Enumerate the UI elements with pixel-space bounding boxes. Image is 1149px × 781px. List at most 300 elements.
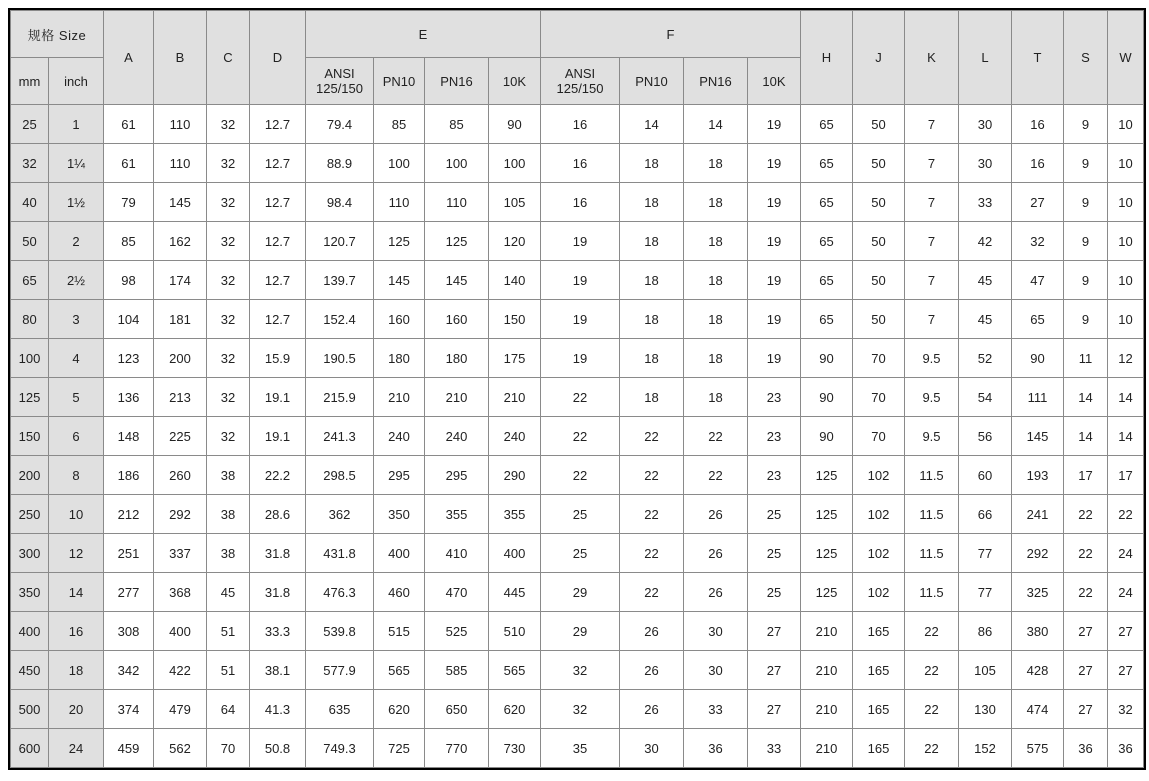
size-mm-cell: 300: [11, 534, 49, 573]
table-cell: 422: [154, 651, 207, 690]
table-cell: 38: [207, 495, 250, 534]
table-cell: 19: [541, 339, 620, 378]
table-cell: 445: [489, 573, 541, 612]
table-cell: 32: [1012, 222, 1064, 261]
size-inch-cell: 8: [49, 456, 104, 495]
table-cell: 32: [207, 105, 250, 144]
table-cell: 525: [425, 612, 489, 651]
table-cell: 86: [959, 612, 1012, 651]
table-cell: 32: [207, 222, 250, 261]
table-cell: 33: [748, 729, 801, 768]
table-cell: 31.8: [250, 573, 306, 612]
table-row: [11, 144, 1144, 183]
size-inch-cell: 4: [49, 339, 104, 378]
table-cell: 162: [154, 222, 207, 261]
table-cell: 17: [1064, 456, 1108, 495]
table-row: [11, 612, 1144, 651]
table-cell: 52: [959, 339, 1012, 378]
table-cell: 160: [374, 300, 425, 339]
table-cell: 22: [541, 417, 620, 456]
table-cell: 145: [425, 261, 489, 300]
table-cell: 27: [748, 690, 801, 729]
table-cell: 22: [620, 417, 684, 456]
table-cell: 70: [853, 339, 905, 378]
table-cell: 102: [853, 573, 905, 612]
col-header-s: S: [1064, 11, 1108, 105]
table-cell: 241.3: [306, 417, 374, 456]
table-cell: 18: [620, 339, 684, 378]
table-cell: 136: [104, 378, 154, 417]
table-cell: 240: [489, 417, 541, 456]
table-cell: 277: [104, 573, 154, 612]
table-cell: 51: [207, 651, 250, 690]
table-cell: 9: [1064, 183, 1108, 222]
table-cell: 22: [620, 573, 684, 612]
table-cell: 200: [154, 339, 207, 378]
table-cell: 565: [374, 651, 425, 690]
table-cell: 400: [374, 534, 425, 573]
col-header-w: W: [1108, 11, 1144, 105]
table-cell: 19: [541, 222, 620, 261]
table-cell: 100: [489, 144, 541, 183]
table-cell: 28.6: [250, 495, 306, 534]
table-cell: 27: [1108, 651, 1144, 690]
table-cell: 79.4: [306, 105, 374, 144]
table-cell: 100: [374, 144, 425, 183]
table-cell: 145: [1012, 417, 1064, 456]
size-mm-cell: 32: [11, 144, 49, 183]
table-cell: 7: [905, 300, 959, 339]
table-cell: 770: [425, 729, 489, 768]
table-cell: 25: [748, 534, 801, 573]
table-cell: 33: [959, 183, 1012, 222]
table-cell: 22: [905, 612, 959, 651]
size-inch-cell: 10: [49, 495, 104, 534]
table-cell: 27: [1064, 612, 1108, 651]
table-cell: 32: [541, 690, 620, 729]
size-mm-cell: 25: [11, 105, 49, 144]
size-mm-cell: 350: [11, 573, 49, 612]
table-cell: 102: [853, 495, 905, 534]
table-cell: 10: [1108, 144, 1144, 183]
table-cell: 31.8: [250, 534, 306, 573]
size-mm-cell: 125: [11, 378, 49, 417]
table-cell: 515: [374, 612, 425, 651]
table-cell: 23: [748, 456, 801, 495]
table-cell: 152: [959, 729, 1012, 768]
table-cell: 32: [1108, 690, 1144, 729]
dimension-table-frame: [8, 8, 1146, 770]
table-cell: 725: [374, 729, 425, 768]
table-cell: 18: [620, 222, 684, 261]
table-cell: 30: [620, 729, 684, 768]
table-cell: 102: [853, 534, 905, 573]
table-cell: 25: [748, 495, 801, 534]
table-cell: 240: [374, 417, 425, 456]
size-mm-cell: 100: [11, 339, 49, 378]
table-cell: 374: [104, 690, 154, 729]
table-cell: 140: [489, 261, 541, 300]
table-row: [11, 183, 1144, 222]
col-header-a: A: [104, 11, 154, 105]
table-cell: 139.7: [306, 261, 374, 300]
table-cell: 26: [684, 573, 748, 612]
table-cell: 12.7: [250, 183, 306, 222]
table-cell: 9.5: [905, 417, 959, 456]
table-cell: 148: [104, 417, 154, 456]
table-cell: 14: [1064, 378, 1108, 417]
table-cell: 620: [374, 690, 425, 729]
f-sub-pn16: PN16: [684, 58, 748, 105]
table-cell: 11: [1064, 339, 1108, 378]
table-cell: 14: [1064, 417, 1108, 456]
table-cell: 22: [1064, 495, 1108, 534]
table-cell: 90: [801, 378, 853, 417]
table-cell: 9.5: [905, 339, 959, 378]
table-row: [11, 729, 1144, 768]
table-cell: 50.8: [250, 729, 306, 768]
table-cell: 30: [684, 612, 748, 651]
table-cell: 33.3: [250, 612, 306, 651]
col-header-inch: inch: [49, 58, 104, 105]
table-cell: 9: [1064, 222, 1108, 261]
table-cell: 65: [801, 300, 853, 339]
table-cell: 7: [905, 222, 959, 261]
table-cell: 342: [104, 651, 154, 690]
table-cell: 9: [1064, 144, 1108, 183]
table-cell: 213: [154, 378, 207, 417]
table-cell: 24: [1108, 573, 1144, 612]
table-cell: 17: [1108, 456, 1144, 495]
table-cell: 32: [541, 651, 620, 690]
table-cell: 14: [1108, 378, 1144, 417]
table-cell: 19: [541, 261, 620, 300]
table-cell: 19.1: [250, 417, 306, 456]
table-cell: 30: [684, 651, 748, 690]
table-cell: 350: [374, 495, 425, 534]
table-cell: 355: [489, 495, 541, 534]
table-cell: 88.9: [306, 144, 374, 183]
table-cell: 77: [959, 534, 1012, 573]
table-cell: 54: [959, 378, 1012, 417]
table-cell: 61: [104, 105, 154, 144]
table-cell: 50: [853, 144, 905, 183]
table-cell: 240: [425, 417, 489, 456]
e-sub-ansi: ANSI 125/150: [306, 58, 374, 105]
table-cell: 32: [207, 144, 250, 183]
table-cell: 12.7: [250, 144, 306, 183]
table-cell: 165: [853, 612, 905, 651]
col-header-c: C: [207, 11, 250, 105]
table-cell: 7: [905, 261, 959, 300]
table-body: [11, 105, 1144, 768]
table-cell: 18: [684, 300, 748, 339]
table-cell: 19.1: [250, 378, 306, 417]
table-cell: 19: [748, 339, 801, 378]
table-cell: 577.9: [306, 651, 374, 690]
table-cell: 26: [620, 651, 684, 690]
table-cell: 123: [104, 339, 154, 378]
table-cell: 36: [684, 729, 748, 768]
table-cell: 10: [1108, 183, 1144, 222]
table-cell: 12.7: [250, 300, 306, 339]
table-cell: 7: [905, 183, 959, 222]
size-inch-cell: 1¼: [49, 144, 104, 183]
table-row: [11, 651, 1144, 690]
table-cell: 210: [801, 690, 853, 729]
table-cell: 145: [154, 183, 207, 222]
table-cell: 175: [489, 339, 541, 378]
size-mm-cell: 150: [11, 417, 49, 456]
table-cell: 12.7: [250, 261, 306, 300]
table-cell: 125: [801, 495, 853, 534]
table-cell: 125: [801, 534, 853, 573]
size-inch-cell: 20: [49, 690, 104, 729]
table-cell: 749.3: [306, 729, 374, 768]
table-cell: 26: [620, 612, 684, 651]
table-cell: 85: [425, 105, 489, 144]
table-cell: 50: [853, 105, 905, 144]
table-cell: 18: [684, 339, 748, 378]
table-cell: 32: [207, 261, 250, 300]
table-cell: 225: [154, 417, 207, 456]
size-mm-cell: 65: [11, 261, 49, 300]
f-sub-ansi: ANSI 125/150: [541, 58, 620, 105]
table-cell: 65: [1012, 300, 1064, 339]
col-header-f: F: [541, 11, 801, 58]
table-cell: 27: [1064, 690, 1108, 729]
table-cell: 470: [425, 573, 489, 612]
table-cell: 64: [207, 690, 250, 729]
size-inch-cell: 1½: [49, 183, 104, 222]
table-cell: 19: [541, 300, 620, 339]
table-cell: 11.5: [905, 456, 959, 495]
table-cell: 620: [489, 690, 541, 729]
table-cell: 23: [748, 378, 801, 417]
size-mm-cell: 40: [11, 183, 49, 222]
table-cell: 104: [104, 300, 154, 339]
table-cell: 650: [425, 690, 489, 729]
col-header-t: T: [1012, 11, 1064, 105]
table-cell: 25: [541, 495, 620, 534]
size-inch-cell: 1: [49, 105, 104, 144]
table-cell: 35: [541, 729, 620, 768]
table-cell: 565: [489, 651, 541, 690]
table-cell: 19: [748, 183, 801, 222]
table-cell: 65: [801, 222, 853, 261]
table-row: [11, 222, 1144, 261]
size-mm-cell: 250: [11, 495, 49, 534]
size-mm-cell: 500: [11, 690, 49, 729]
table-cell: 18: [684, 144, 748, 183]
size-inch-cell: 16: [49, 612, 104, 651]
table-cell: 459: [104, 729, 154, 768]
table-cell: 50: [853, 183, 905, 222]
table-cell: 125: [801, 456, 853, 495]
table-row: [11, 105, 1144, 144]
table-cell: 56: [959, 417, 1012, 456]
table-cell: 12: [1108, 339, 1144, 378]
size-inch-cell: 5: [49, 378, 104, 417]
table-cell: 145: [374, 261, 425, 300]
table-cell: 50: [853, 300, 905, 339]
table-cell: 36: [1108, 729, 1144, 768]
table-cell: 165: [853, 651, 905, 690]
table-cell: 70: [207, 729, 250, 768]
table-cell: 19: [748, 222, 801, 261]
table-cell: 428: [1012, 651, 1064, 690]
table-cell: 47: [1012, 261, 1064, 300]
table-cell: 7: [905, 105, 959, 144]
table-cell: 400: [154, 612, 207, 651]
table-row: [11, 339, 1144, 378]
table-cell: 510: [489, 612, 541, 651]
table-cell: 90: [801, 417, 853, 456]
table-cell: 186: [104, 456, 154, 495]
table-cell: 474: [1012, 690, 1064, 729]
size-inch-cell: 3: [49, 300, 104, 339]
table-cell: 125: [425, 222, 489, 261]
table-cell: 27: [748, 651, 801, 690]
table-cell: 210: [801, 612, 853, 651]
table-cell: 45: [959, 300, 1012, 339]
table-cell: 27: [1012, 183, 1064, 222]
col-header-b: B: [154, 11, 207, 105]
table-cell: 410: [425, 534, 489, 573]
table-cell: 210: [489, 378, 541, 417]
table-row: [11, 300, 1144, 339]
table-cell: 90: [801, 339, 853, 378]
table-cell: 181: [154, 300, 207, 339]
table-cell: 23: [748, 417, 801, 456]
table-cell: 325: [1012, 573, 1064, 612]
table-cell: 251: [104, 534, 154, 573]
table-cell: 152.4: [306, 300, 374, 339]
col-header-j: J: [853, 11, 905, 105]
table-cell: 355: [425, 495, 489, 534]
col-header-h: H: [801, 11, 853, 105]
table-cell: 210: [801, 651, 853, 690]
table-cell: 27: [1064, 651, 1108, 690]
table-row: [11, 495, 1144, 534]
table-cell: 50: [853, 261, 905, 300]
table-cell: 10: [1108, 261, 1144, 300]
table-cell: 102: [853, 456, 905, 495]
table-cell: 32: [207, 417, 250, 456]
table-cell: 22: [684, 456, 748, 495]
table-cell: 130: [959, 690, 1012, 729]
table-cell: 51: [207, 612, 250, 651]
table-cell: 19: [748, 144, 801, 183]
table-cell: 575: [1012, 729, 1064, 768]
table-cell: 308: [104, 612, 154, 651]
table-cell: 70: [853, 378, 905, 417]
table-cell: 19: [748, 261, 801, 300]
table-cell: 61: [104, 144, 154, 183]
table-cell: 16: [1012, 105, 1064, 144]
table-cell: 14: [1108, 417, 1144, 456]
size-inch-cell: 2½: [49, 261, 104, 300]
table-cell: 210: [374, 378, 425, 417]
table-cell: 45: [959, 261, 1012, 300]
table-cell: 292: [154, 495, 207, 534]
table-cell: 22: [620, 534, 684, 573]
table-cell: 165: [853, 690, 905, 729]
table-cell: 25: [541, 534, 620, 573]
table-cell: 362: [306, 495, 374, 534]
table-cell: 22: [620, 495, 684, 534]
table-cell: 11.5: [905, 495, 959, 534]
size-header: 规格 Size: [11, 11, 104, 58]
table-cell: 18: [620, 144, 684, 183]
table-cell: 125: [374, 222, 425, 261]
table-cell: 32: [207, 183, 250, 222]
size-mm-cell: 600: [11, 729, 49, 768]
table-cell: 260: [154, 456, 207, 495]
table-cell: 65: [801, 144, 853, 183]
table-cell: 22: [905, 729, 959, 768]
size-inch-cell: 2: [49, 222, 104, 261]
table-cell: 292: [1012, 534, 1064, 573]
table-cell: 539.8: [306, 612, 374, 651]
table-cell: 11.5: [905, 573, 959, 612]
col-header-e: E: [306, 11, 541, 58]
table-cell: 29: [541, 612, 620, 651]
table-cell: 585: [425, 651, 489, 690]
table-cell: 298.5: [306, 456, 374, 495]
table-cell: 180: [425, 339, 489, 378]
table-cell: 368: [154, 573, 207, 612]
table-cell: 210: [425, 378, 489, 417]
f-sub-pn10: PN10: [620, 58, 684, 105]
table-cell: 431.8: [306, 534, 374, 573]
table-cell: 460: [374, 573, 425, 612]
table-cell: 22: [620, 456, 684, 495]
table-cell: 29: [541, 573, 620, 612]
table-cell: 730: [489, 729, 541, 768]
table-cell: 380: [1012, 612, 1064, 651]
table-cell: 27: [1108, 612, 1144, 651]
table-cell: 12.7: [250, 222, 306, 261]
table-cell: 19: [748, 105, 801, 144]
size-inch-cell: 14: [49, 573, 104, 612]
table-cell: 33: [684, 690, 748, 729]
table-cell: 110: [425, 183, 489, 222]
table-cell: 19: [748, 300, 801, 339]
e-sub-pn10: PN10: [374, 58, 425, 105]
size-mm-cell: 400: [11, 612, 49, 651]
table-cell: 22: [541, 378, 620, 417]
table-cell: 10: [1108, 105, 1144, 144]
table-cell: 190.5: [306, 339, 374, 378]
table-row: [11, 456, 1144, 495]
table-cell: 85: [374, 105, 425, 144]
table-cell: 16: [1012, 144, 1064, 183]
table-cell: 65: [801, 105, 853, 144]
table-cell: 22: [905, 690, 959, 729]
table-cell: 12.7: [250, 105, 306, 144]
e-sub-pn16: PN16: [425, 58, 489, 105]
table-cell: 90: [489, 105, 541, 144]
table-cell: 26: [684, 495, 748, 534]
table-cell: 16: [541, 105, 620, 144]
table-cell: 16: [541, 183, 620, 222]
col-header-mm: mm: [11, 58, 49, 105]
size-inch-cell: 6: [49, 417, 104, 456]
size-inch-cell: 24: [49, 729, 104, 768]
table-cell: 36: [1064, 729, 1108, 768]
size-mm-cell: 50: [11, 222, 49, 261]
